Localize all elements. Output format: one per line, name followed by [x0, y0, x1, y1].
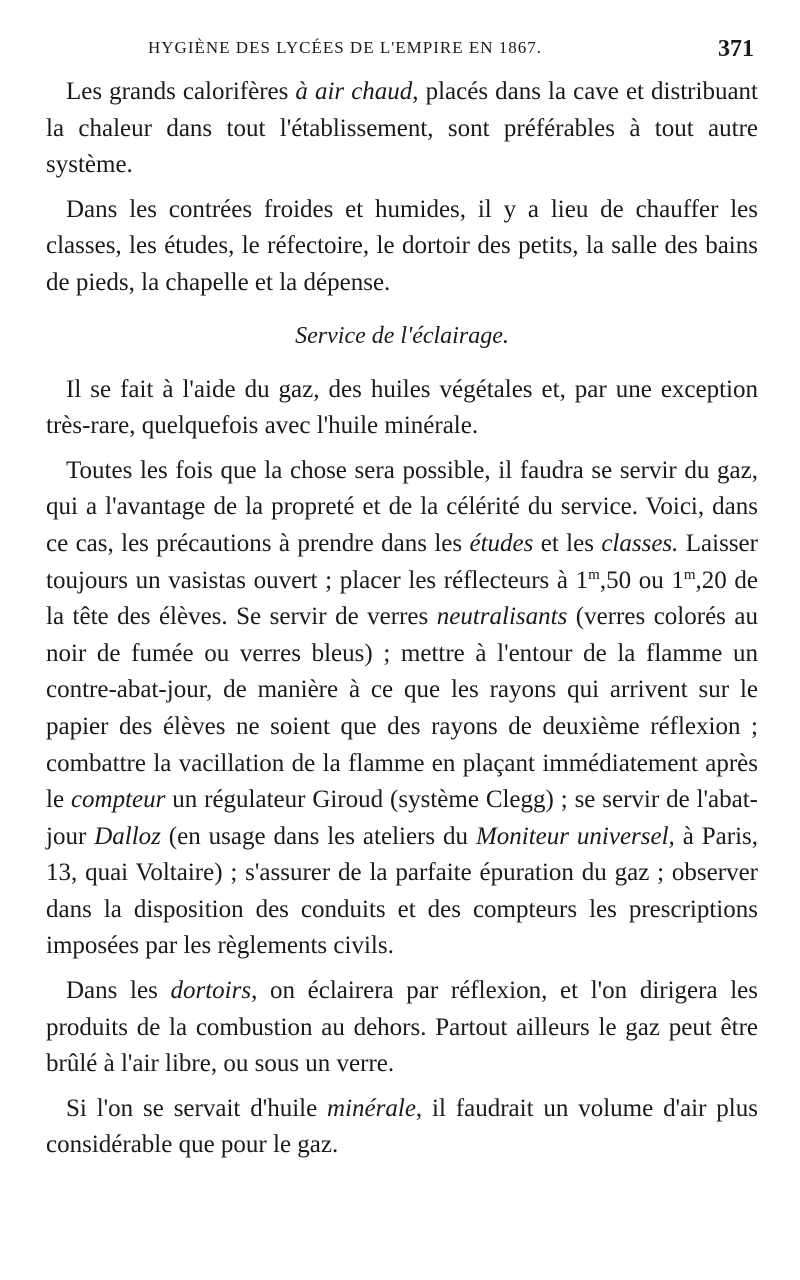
- italic-run: à air chaud: [295, 78, 413, 105]
- italic-run: neutralisants: [436, 603, 568, 631]
- text-run: et les: [533, 529, 602, 557]
- text-run: ,20 de la tête des élèves. Se servir de verres: [46, 566, 759, 631]
- paragraph-gap: [46, 445, 758, 453]
- paragraph-calorifers: [46, 74, 758, 184]
- text-run: , il faudrait un volume d'air plus considérable que pour le gaz.: [46, 1094, 758, 1159]
- paragraph-cold-regions: Dans les contrées froides et humides, il y a lieu de chauffer les classes, les études, le réfectoire, le dortoir des petits, la salle des bains de pieds, la chapelle et la dépense.: [46, 195, 758, 296]
- text-run: ,50 ou 1: [599, 566, 684, 594]
- paragraph-mineral-oil: [46, 1091, 758, 1164]
- text-run: Les grands calorifères: [66, 78, 296, 105]
- italic-run: compteur: [70, 786, 166, 814]
- italic-run: Moniteur universel,: [475, 822, 675, 850]
- italic-run: classes.: [601, 529, 679, 557]
- paragraph-gap: [46, 1083, 758, 1091]
- paragraph-gap: [46, 184, 758, 192]
- body-text: [46, 74, 758, 1164]
- page-number: 371: [718, 36, 754, 62]
- italic-run: dortoirs: [170, 977, 252, 1005]
- text-run: (en usage dans les ateliers du: [160, 822, 476, 850]
- italic-run: Dalloz: [94, 822, 161, 850]
- text-run: , on éclairera par réflexion, et l'on dirigera les produits de la combustion au dehors. Partout ailleurs le gaz peut être brûlé à l'air libre, ou sous un verre.: [46, 977, 758, 1078]
- paragraph-lighting-means: Il se fait à l'aide du gaz, des huiles végétales et, par une exception très-rare, quelquefois avec l'huile minérale.: [46, 375, 758, 440]
- paragraph-dormitories: [46, 973, 758, 1083]
- text-run: (verres colorés au noir de fumée ou verres bleus) ; mettre à l'entour de la flamme un contre-abat-jour, de manière à ce que les rayons qui arrivent sur le papier des élèves ne soient que des rayons de deuxième réflexion ; combattre la vacillation de la flamme en plaçant immédiatement après le: [46, 603, 758, 814]
- text-run: à Paris, 13, quai Voltaire) ; s'assurer de la parfaite épuration du gaz ; observer dans la disposition des conduits et des compteurs les prescriptions imposées par les règlements civils.: [46, 822, 758, 960]
- italic-run: études: [469, 529, 534, 557]
- text-run: un régulateur Giroud (système Clegg) ; se servir de l'abat-jour: [46, 786, 758, 850]
- superscript-m: m: [588, 566, 600, 583]
- text-run: , placés dans la cave et distribuant la chaleur dans tout l'établissement, sont préférables à tout autre système.: [46, 78, 758, 179]
- text-run: Laisser toujours un vasistas ouvert ; placer les réflecteurs à 1: [46, 529, 758, 594]
- running-title: HYGIÈNE DES LYCÉES DE L'EMPIRE EN 1867.: [148, 38, 543, 57]
- italic-run: minérale: [327, 1094, 416, 1122]
- text-run: Toutes les fois que la chose sera possible, il faudra se servir du gaz, qui a l'avantage de la propreté et de la célérité du service. Voici, dans ce cas, les précautions à prendre dans les: [46, 456, 758, 557]
- paragraph-gas-precautions: [46, 453, 758, 965]
- superscript-m: m: [683, 566, 696, 583]
- text-run: Dans les: [66, 977, 171, 1005]
- running-head: [148, 36, 758, 66]
- section-heading: Service de l'éclairage.: [295, 322, 509, 349]
- paragraph-gap: [46, 965, 758, 973]
- text-run: Si l'on se servait d'huile: [66, 1094, 328, 1122]
